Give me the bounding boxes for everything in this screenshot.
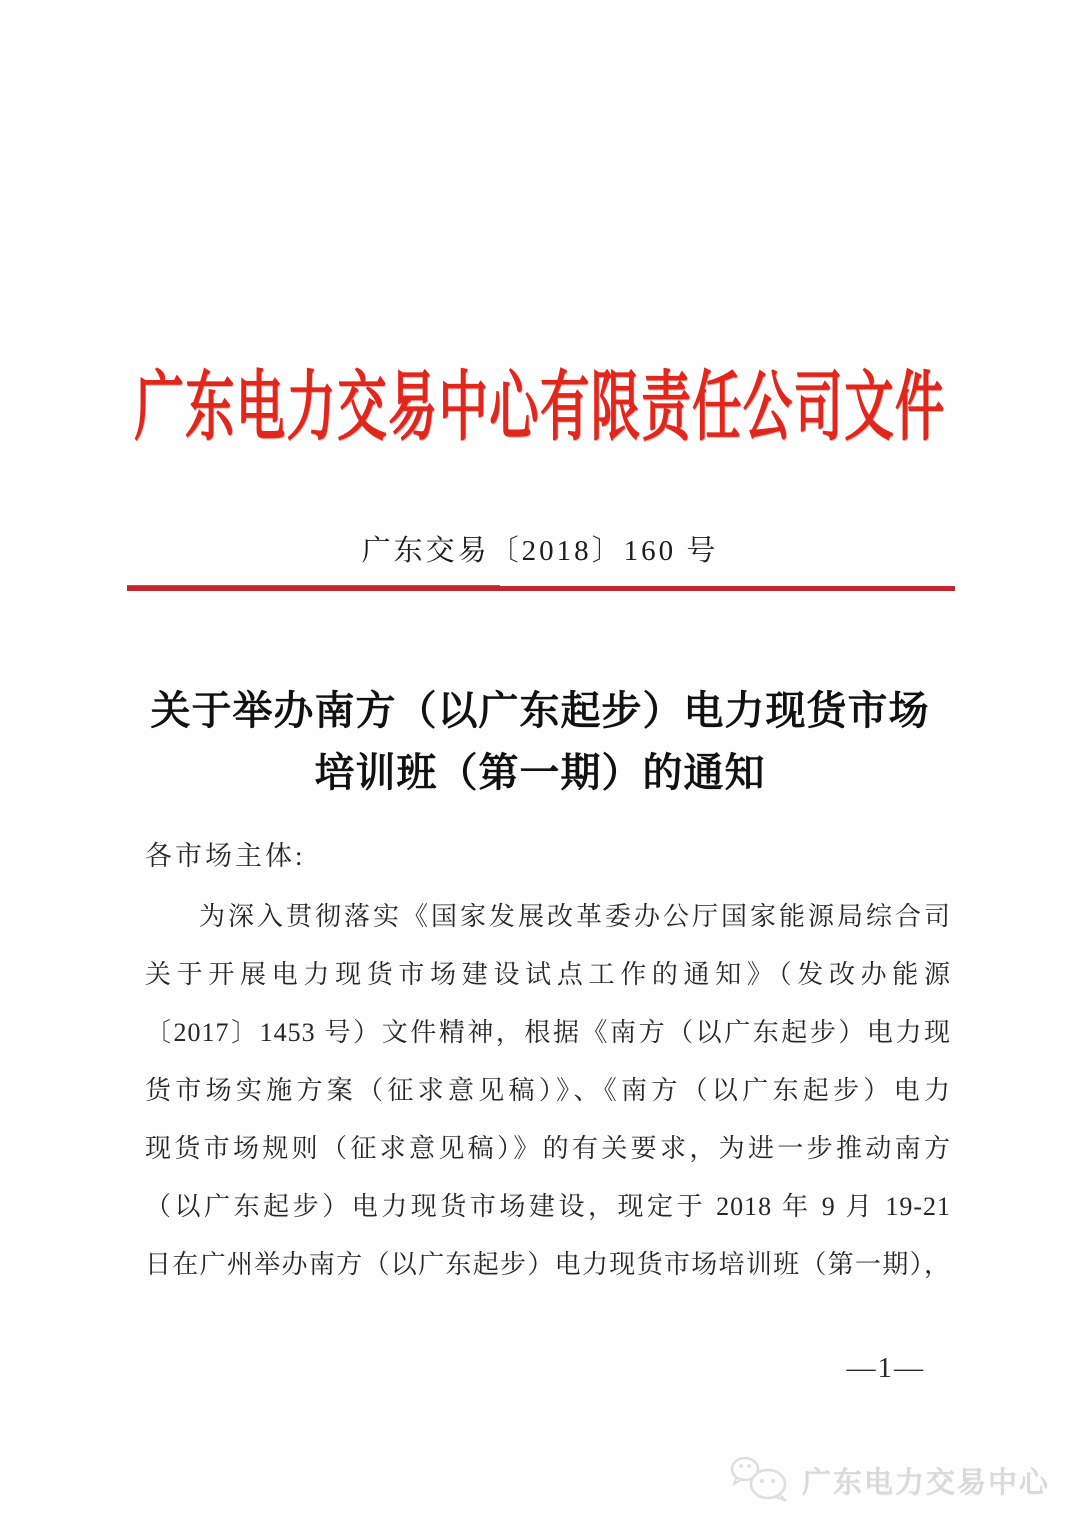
page-number: —1— [846, 1352, 925, 1384]
red-divider-line [127, 586, 955, 591]
body-line: 货市场实施方案（征求意见稿）》、《南方（以广东起步）电力 [145, 1076, 951, 1105]
body-line: 现货市场规则（征求意见稿）》的有关要求，为进一步推动南方 [145, 1134, 951, 1163]
document-title [0, 680, 1080, 804]
body-line: 日在广州举办南方（以广东起步）电力现货市场培训班（第一期）， [145, 1250, 951, 1279]
watermark-text: 广东电力交易中心 [801, 1466, 1050, 1499]
body-text [145, 888, 951, 1294]
salutation: 各市场主体: [145, 841, 306, 871]
letterhead-title: 广东电力交易中心有限责任公司文件 [134, 365, 946, 450]
document-number: 广东交易〔2018〕160 号 [361, 535, 719, 567]
body-line: （以广东起步）电力现货市场建设，现定于 2018 年 9 月 19-21 [145, 1192, 951, 1221]
letterhead [0, 348, 1080, 452]
wechat-logo-icon [730, 1455, 792, 1505]
body-line: 关于开展电力现货市场建设试点工作的通知》（发改办能源 [145, 960, 951, 989]
footer-watermark [730, 1455, 1050, 1505]
body-line: 〔2017〕1453 号）文件精神，根据《南方（以广东起步）电力现 [145, 1018, 951, 1047]
body-line: 为深入贯彻落实《国家发展改革委办公厅国家能源局综合司 [199, 902, 951, 931]
document-title-line2: 培训班（第一期）的通知 [314, 750, 766, 795]
document-title-line1: 关于举办南方（以广东起步）电力现货市场 [150, 688, 930, 733]
